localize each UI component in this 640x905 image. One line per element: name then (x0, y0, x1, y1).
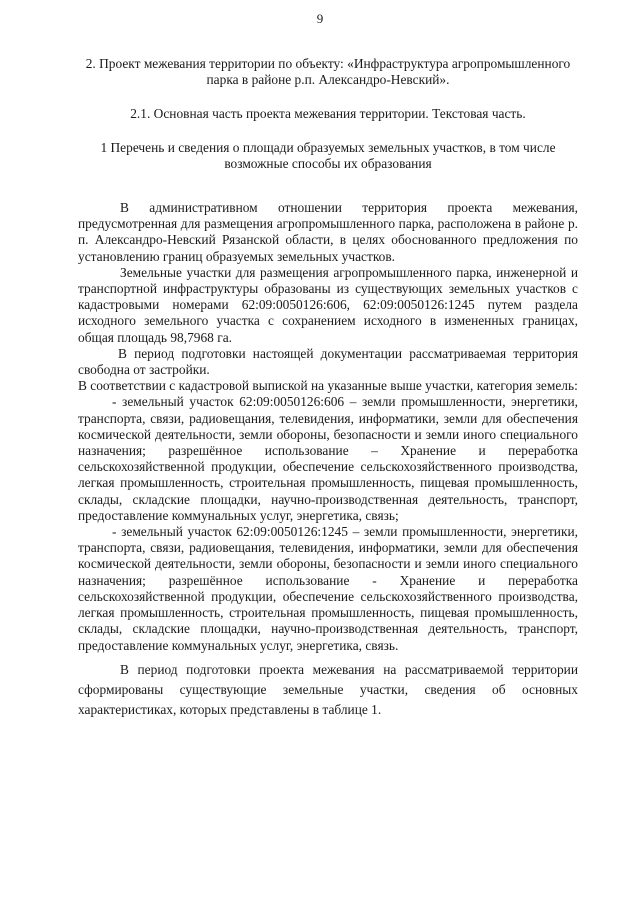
subsection-heading: 2.1. Основная часть проекта межевания территории. Текстовая часть. (130, 106, 526, 122)
paragraph-location: В административном отношении территория проекта межевания, предусмотренная для размещения агропромышленного парка, расположена в районе р. п. Александро-Невский Рязанской области, в целях обоснованного предложения по установлению границ образуемых земельных участков. (78, 200, 578, 264)
list-heading: 1 Перечень и сведения о площади образуемых земельных участков, в том числе возможные способы их образования (100, 139, 556, 171)
section-heading: 2. Проект межевания территории по объекту: «Инфраструктура агропромышленного парка в районе р.п. Александро-Невский». (85, 56, 571, 88)
paragraph-table-reference: В период подготовки проекта межевания на рассматриваемой территории сформированы существующие земельные участки, сведения об основных характеристиках, которых представлены в таблице 1. (78, 661, 578, 717)
paragraph-no-buildings: В период подготовки настоящей документации рассматриваемая территория свободна от застройки. (78, 345, 578, 378)
document-body (78, 56, 578, 720)
paragraph-category-intro: В соответствии с кадастровой выпиской на указанные выше участки, категория земель: (78, 378, 578, 394)
list-item-plot-606: - земельный участок 62:09:0050126:606 – земли промышленности, энергетики, транспорта, связи, радиовещания, телевидения, информатики, земли для обеспечения космической деятельности, земли обороны, безопасности и земли иного специального назначения; разрешённое использование – Хранение и переработка сельскохозяйственной продукции, обеспечение сельскохозяйственного производства, легкая промышленность, строительная промышленность, пищевая промышленность, склады, складские площадки, научно-производственная деятельность, транспорт, предоставление коммунальных услуг, энергетика, связь; (78, 394, 578, 523)
list-item-plot-1245: - земельный участок 62:09:0050126:1245 – земли промышленности, энергетики, транспорта, связи, радиовещания, телевидения, информатики, земли для обеспечения космической деятельности, земли обороны, безопасности и земли иного специального назначения; разрешённое использование - Хранение и переработка сельскохозяйственной продукции, обеспечение сельскохозяйственного производства, легкая промышленность, строительная промышленность, пищевая промышленность, склады, складские площадки, научно-производственная деятельность, транспорт, предоставление коммунальных услуг, энергетика, связь. (78, 524, 578, 653)
page-number: 9 (316, 11, 324, 26)
paragraph-land-plots: Земельные участки для размещения агропромышленного парка, инженерной и транспортной инфраструктуры образованы из существующих земельных участков с кадастровыми номерами 62:09:0050126:606, 62:09:0050126:1245 путем раздела исходного земельного участка с сохранением исходного в измененных границах, общая площадь 98,7968 га. (78, 264, 578, 345)
